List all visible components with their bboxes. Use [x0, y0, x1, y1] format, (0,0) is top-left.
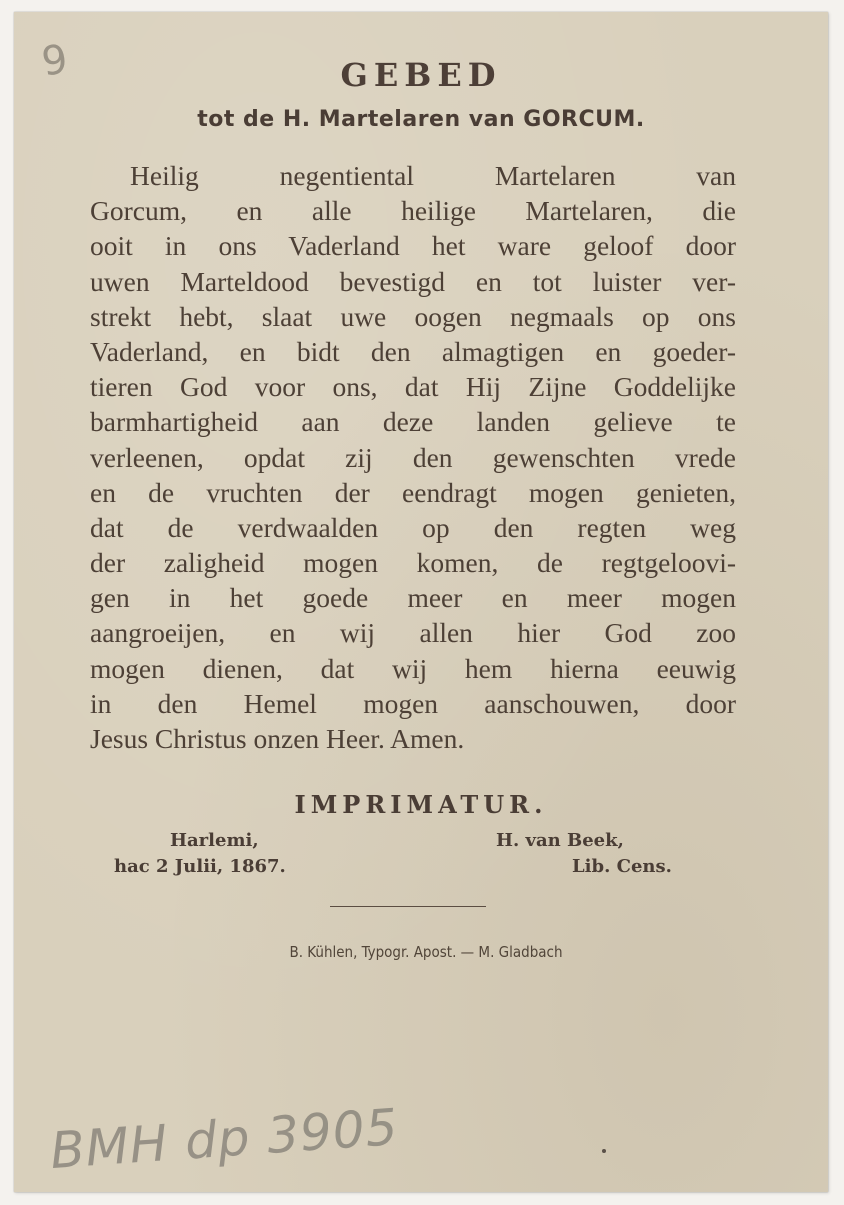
prayer-line: gen in het goede meer en meer mogen [90, 582, 736, 614]
censor-title: Lib. Cens. [572, 856, 672, 877]
prayer-line: en de vruchten der eendragt mogen genieten, [90, 476, 736, 508]
prayer-title: GEBED [340, 56, 502, 94]
imprimatur-place: Harlemi, [170, 830, 259, 851]
pencil-corner-mark: 9 [38, 36, 71, 86]
printer-imprint: B. Kühlen, Typogr. Apost. — M. Gladbach [289, 943, 563, 961]
imprimatur-place-date [114, 828, 394, 880]
prayer-card [14, 12, 828, 1192]
ink-speck [602, 1149, 606, 1153]
prayer-line: strekt hebt, slaat uwe oogen negmaals op ons [90, 300, 736, 332]
prayer-subtitle: tot de H. Martelaren van GORCUM. [197, 107, 645, 132]
prayer-line: uwen Marteldood bevestigd en tot luister ver- [90, 265, 736, 297]
imprimatur-heading: IMPRIMATUR. [294, 790, 548, 819]
prayer-line: aangroeijen, en wij allen hier God zoo [90, 617, 736, 649]
prayer-line: verleenen, opdat zij den gewenschten vrede [90, 441, 736, 473]
imprimatur-censor [496, 828, 736, 880]
prayer-line: tieren God voor ons, dat Hij Zijne Goddelijke [90, 371, 736, 403]
prayer-line: barmhartigheid aan deze landen gelieve te [90, 406, 736, 438]
prayer-line: Gorcum, en alle heilige Martelaren, die [90, 195, 736, 227]
prayer-line: Jesus Christus onzen Heer. Amen. [90, 723, 465, 754]
prayer-line: dat de verdwaalden op den regten weg [90, 511, 736, 543]
censor-name: H. van Beek, [496, 830, 624, 851]
prayer-line: in den Hemel mogen aanschouwen, door [90, 687, 736, 719]
inventory-number: BMH dp 3905 [48, 1097, 401, 1181]
prayer-text [90, 158, 736, 756]
prayer-line: Vaderland, en bidt den almagtigen en goeder- [90, 335, 736, 367]
prayer-line: Heilig negentiental Martelaren van [130, 160, 736, 191]
prayer-line: mogen dienen, dat wij hem hierna eeuwig [90, 652, 736, 684]
prayer-line: ooit in ons Vaderland het ware geloof door [90, 230, 736, 262]
prayer-line: der zaligheid mogen komen, de regtgeloovi- [90, 547, 736, 579]
divider-rule [330, 906, 486, 907]
imprimatur-date: hac 2 Julii, 1867. [114, 856, 286, 877]
